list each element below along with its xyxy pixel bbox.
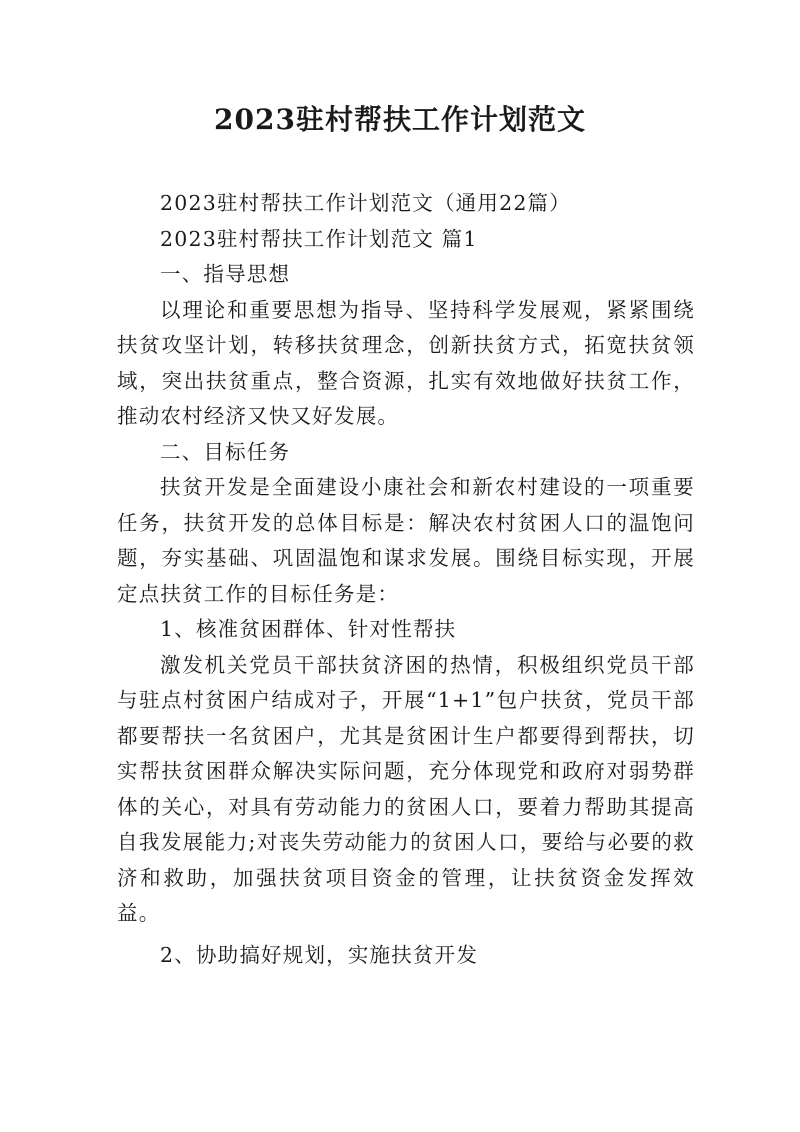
document-body (117, 186, 695, 973)
section-heading-goals: 二、目标任务 (160, 439, 291, 464)
subsection-heading: 1、核准贫困群体、针对性帮扶 (160, 617, 457, 641)
paragraph: 以理论和重要思想为指导、坚持科学发展观，紧紧围绕扶贫攻坚计划，转移扶贫理念，创新扶贫方式，拓宽扶贫领域，突出扶贫重点，整合资源，扎实有效地做好扶贫工作，推动农村经济又快又好发展。 (117, 297, 695, 428)
subsection-heading: 2、协助搞好规划，实施扶贫开发 (160, 942, 479, 967)
paragraph: 扶贫开发是全面建设小康社会和新农村建设的一项重要任务，扶贫开发的总体目标是：解决农村贫困人口的温饱问题，夯实基础、巩固温饱和谋求发展。围绕目标实现，开展定点扶贫工作的目标任务是： (117, 475, 695, 606)
document-title: 2023驻村帮扶工作计划范文 (214, 103, 586, 136)
section-title: 2023驻村帮扶工作计划范文 篇1 (160, 226, 478, 251)
paragraph: 激发机关党员干部扶贫济困的热情，积极组织党员干部与驻点村贫困户结成对子，开展“1+1”包户扶贫，党员干部都要帮扶一名贫困户，尤其是贫困计生户都要得到帮扶，切实帮扶贫困群众解决实际问题，充分体现党和政府对弱势群体的关心，对具有劳动能力的贫困人口，要着力帮助其提高自我发展能力;对丧失劳动能力的贫困人口，要给与必要的救济和救助，加强扶贫项目资金的管理，让扶贫资金发挥效益。 (117, 652, 695, 925)
doc-heading: 2023驻村帮扶工作计划范文（通用22篇） (160, 191, 571, 215)
section-heading-guiding: 一、指导思想 (160, 262, 291, 286)
